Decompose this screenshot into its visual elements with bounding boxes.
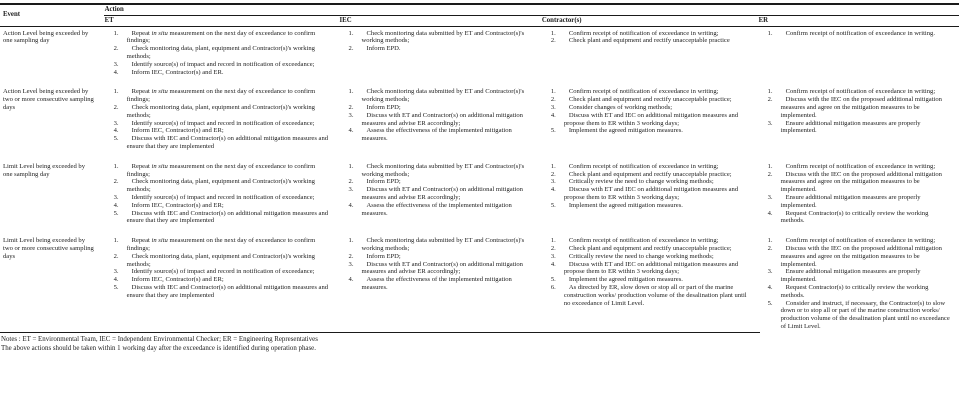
action-item [114,284,335,300]
action-item-number: 5. [113,135,119,143]
action-item-text: Inform EPD; [366,252,401,260]
col-header-iec: IEC [339,15,541,26]
action-item-text: Inform EPD; [366,103,401,111]
action-item-text: Inform IEC, Contractor(s) and ER; [131,127,224,135]
action-item [768,237,955,245]
action-item-text: Discuss with ET and IEC on additional mitigation measures and propose them to ER within 3 working days; [563,260,739,276]
action-item [768,194,955,210]
action-item [551,112,754,128]
action-item-text: Repeat in situ measurement on the next day of exceedance to confirm findings; [126,88,316,104]
et-actions-cell [104,160,339,234]
notes-section [0,335,959,353]
action-item [551,171,754,179]
action-item-number: 2. [550,244,556,252]
action-item [114,276,335,284]
action-item [768,210,955,226]
action-item [114,178,335,194]
action-item [114,194,335,202]
et-actions-cell [104,26,339,85]
action-item-number: 1. [348,237,354,245]
action-item-number: 2. [348,178,354,186]
table-row [0,26,959,85]
action-item-text: Repeat in situ measurement on the next day of exceedance to confirm findings; [126,162,316,178]
action-item [114,202,335,210]
action-item-number: 3. [113,60,119,68]
action-item-number: 6. [550,283,556,291]
action-item-text: Confirm receipt of notification of exceedance in writing. [785,29,935,37]
action-item [349,30,537,46]
action-item-number: 3. [550,252,556,260]
action-item [114,163,335,179]
action-item-number: 1. [767,88,773,96]
action-item [114,69,335,77]
action-item-number: 2. [767,244,773,252]
action-item-text: Inform EPD; [366,178,401,186]
col-header-et: ET [104,15,339,26]
action-item-number: 4. [767,209,773,217]
iec-actions-cell [339,85,541,159]
table-row [0,234,959,340]
action-item-text: Ensure additional mitigation measures are properly implemented. [780,193,921,209]
action-item-number: 2. [550,37,556,45]
action-item-text: Assess the effectiveness of the implemented mitigation measures. [361,127,512,143]
action-item [349,127,537,143]
action-item-text: Discuss with the IEC on the proposed additional mitigation measures and agree on the mitigation measures to be implemented. [780,96,942,119]
action-item [551,237,754,245]
action-item-text: Inform EPD. [366,45,401,53]
et-actions-cell [104,234,339,340]
action-item [768,284,955,300]
action-item-text: Check monitoring data, plant, equipment and Contractor(s)'s working methods; [126,103,315,119]
action-item-number: 4. [113,127,119,135]
action-item-text: Discuss with ET and Contractor(s) on additional mitigation measures and advise ER accordingly; [361,111,523,127]
action-item [551,163,754,171]
action-item-text: Identify source(s) of impact and record in notification of exceedance; [131,119,315,127]
action-item-number: 3. [767,268,773,276]
action-item [114,30,335,46]
table-row [0,160,959,234]
action-item-text: Implement the agreed mitigation measures. [568,127,683,135]
action-item-text: Discuss with IEC and Contractor(s) on additional mitigation measures and ensure that they are implemented [126,209,329,225]
action-item-text: Check monitoring data submitted by ET and Contractor(s)'s working methods; [361,237,525,252]
action-item-text: Ensure additional mitigation measures are properly implemented. [780,119,921,135]
table-bottom-rule [0,332,760,333]
action-item-number: 1. [550,162,556,170]
action-item-number: 4. [348,201,354,209]
action-item-number: 4. [113,68,119,76]
action-item [349,202,537,218]
action-item-text: Check monitoring data submitted by ET and Contractor(s)'s working methods; [361,88,525,104]
action-item [349,237,537,253]
action-item-text: Discuss with the IEC on the proposed additional mitigation measures and agree on the mitigation measures to be implemented. [780,170,942,194]
action-item-text: Discuss with IEC and Contractor(s) on additional mitigation measures and ensure that they are implemented [126,135,329,150]
action-item [551,127,754,135]
contractor-actions-cell [541,26,758,85]
action-item [349,163,537,179]
action-item-number: 1. [348,29,354,37]
action-item [768,30,955,38]
er-actions-cell [758,160,959,234]
action-item-text: Discuss with the IEC on the proposed additional mitigation measures and agree on the mitigation measures to be implemented. [780,244,942,268]
action-item-number: 3. [550,178,556,186]
action-item-number: 1. [550,29,556,37]
action-item [551,37,754,45]
action-item-number: 2. [348,45,354,53]
action-item-number: 5. [113,209,119,217]
action-item [114,127,335,135]
action-item [551,202,754,210]
action-item [551,253,754,261]
action-item-number: 4. [113,201,119,209]
et-actions-cell [104,85,339,159]
action-item-text: Assess the effectiveness of the implemented mitigation measures. [361,201,512,217]
contractor-actions-cell [541,85,758,159]
action-item-number: 1. [550,88,556,96]
action-item-text: Inform IEC, Contractor(s) and ER. [131,68,224,76]
action-item-text: Ensure additional mitigation measures are properly implemented. [780,268,921,284]
action-item-number: 4. [348,127,354,135]
action-item-number: 2. [550,170,556,178]
action-item-text: Repeat in situ measurement on the next day of exceedance to confirm findings; [126,29,316,45]
action-item-number: 4. [113,276,119,284]
event-action-plan-table [0,3,959,340]
contractor-actions-cell [541,234,758,340]
action-item-number: 3. [550,103,556,111]
action-item [551,245,754,253]
action-item [349,104,537,112]
action-item-text: As directed by ER, slow down or stop all or part of the marine construction works/ production volume of the desalination plant until no exceedance of Limit Level. [563,283,747,307]
action-item [114,268,335,276]
action-item-text: Discuss with ET and Contractor(s) on additional mitigation measures and advise ER accordingly; [361,186,523,201]
action-item [768,245,955,268]
action-item-text: Identify source(s) of impact and record in notification of exceedance; [131,193,315,201]
action-item-text: Discuss with ET and Contractor(s) on additional mitigation measures and advise ER accordingly; [361,260,523,276]
action-item [349,45,537,53]
action-item [768,88,955,96]
action-item-text: Discuss with IEC and Contractor(s) on additional mitigation measures and ensure that they are implemented [126,283,329,299]
action-item-number: 2. [113,252,119,260]
action-item-number: 2. [550,96,556,104]
action-item [114,237,335,253]
action-item-text: Inform IEC, Contractor(s) and ER; [131,276,224,284]
action-item [551,88,754,96]
action-item [349,261,537,277]
action-item-number: 1. [767,162,773,170]
action-item-text: Check plant and equipment and rectify unacceptable practice; [568,244,732,252]
action-item [114,253,335,269]
action-item [349,253,537,261]
action-item [349,276,537,292]
action-item-number: 1. [550,237,556,245]
action-item-text: Consider changes of working methods; [568,103,673,111]
action-item-text: Confirm receipt of notification of exceedance in writing; [568,88,719,96]
action-item-number: 2. [113,103,119,111]
action-item-text: Check monitoring data submitted by ET and Contractor(s)'s working methods; [361,162,525,178]
action-item [114,88,335,104]
action-item-text: Check monitoring data, plant, equipment and Contractor(s)'s working methods; [126,45,315,60]
action-item-text: Confirm receipt of notification of exceedance in writing; [785,162,936,170]
action-item-text: Check monitoring data, plant, equipment and Contractor(s)'s working methods; [126,178,315,194]
table-body [0,26,959,340]
action-item [349,186,537,202]
event-cell: Limit Level being exceeded by two or more consecutive sampling days [3,237,94,260]
action-item-text: Critically review the need to change working methods; [568,252,714,260]
action-item [768,171,955,194]
action-item-number: 2. [767,96,773,104]
action-item-number: 1. [767,29,773,37]
action-item [551,284,754,307]
action-item-text: Repeat in situ measurement on the next day of exceedance to confirm findings; [126,237,316,252]
action-item-text: Implement the agreed mitigation measures. [568,276,683,284]
event-column-header: Event [0,4,104,26]
action-item [114,61,335,69]
action-item-number: 3. [113,119,119,127]
action-item [349,178,537,186]
action-item-number: 2. [767,170,773,178]
action-item [768,96,955,119]
action-item [349,88,537,104]
action-item [114,45,335,61]
er-actions-cell [758,234,959,340]
action-column-header: Action [104,4,959,15]
action-item-number: 3. [767,193,773,201]
action-item-text: Check plant and equipment and rectify unacceptable practice [568,37,730,45]
event-cell: Action Level being exceeded by two or more consecutive sampling days [3,88,94,111]
action-item-text: Confirm receipt of notification of exceedance in writing; [785,88,936,96]
action-item-number: 2. [348,252,354,260]
notes-abbreviations: Notes : ET = Environmental Team, IEC = Independent Environmental Checker; ER = Engineering Representatives [1,335,318,343]
action-item-number: 4. [550,260,556,268]
action-item [114,135,335,151]
action-item-number: 1. [113,88,119,96]
action-item-text: Check monitoring data, plant, equipment and Contractor(s)'s working methods; [126,252,315,268]
action-item-number: 3. [113,193,119,201]
action-item-number: 1. [767,237,773,245]
action-item-text: Inform IEC, Contractor(s) and ER; [131,201,224,209]
action-item-text: Discuss with ET and IEC on additional mitigation measures and propose them to ER within 3 working days; [563,186,739,201]
action-item [551,30,754,38]
action-item-text: Assess the effectiveness of the implemented mitigation measures. [361,276,512,291]
action-item [768,268,955,284]
action-item [551,178,754,186]
action-item [114,210,335,226]
action-item [551,186,754,202]
action-item-text: Check monitoring data submitted by ET and Contractor(s)'s working methods; [361,29,525,45]
header-row-parties [0,15,959,26]
action-item [551,261,754,277]
action-item-number: 2. [113,45,119,53]
col-header-er: ER [758,15,959,26]
action-item-number: 5. [550,201,556,209]
action-item-number: 5. [113,283,119,291]
action-item-text: Confirm receipt of notification of exceedance in writing; [568,237,719,245]
action-item-number: 4. [550,186,556,194]
action-item-number: 3. [348,260,354,268]
action-item-number: 2. [113,178,119,186]
iec-actions-cell [339,234,541,340]
event-cell: Action Level being exceeded by one sampling day [3,29,89,45]
action-item [768,120,955,136]
er-actions-cell [758,85,959,159]
action-item-number: 4. [767,283,773,291]
action-item-number: 1. [113,29,119,37]
action-item [768,300,955,331]
notes-timing: The above actions should be taken within 1 working day after the exceedance is identified during operation phase. [1,344,316,352]
col-header-contractors: Contractor(s) [541,15,758,26]
action-item-text: Confirm receipt of notification of exceedance in writing; [785,237,936,245]
action-item-text: Confirm receipt of notification of exceedance in writing; [568,29,719,37]
action-item-text: Confirm receipt of notification of exceedance in writing; [568,162,719,170]
action-item-text: Check plant and equipment and rectify unacceptable practice; [568,170,732,178]
action-item-text: Critically review the need to change working methods; [568,178,714,186]
iec-actions-cell [339,26,541,85]
action-item-number: 3. [767,119,773,127]
action-item-number: 5. [550,127,556,135]
action-item [349,112,537,128]
action-item [114,120,335,128]
action-item-text: Implement the agreed mitigation measures. [568,201,683,209]
action-item-number: 2. [348,103,354,111]
action-item-number: 3. [348,186,354,194]
action-item-text: Request Contractor(s) to critically review the working methods. [780,209,929,225]
action-item-text: Check plant and equipment and rectify unacceptable practice; [568,96,732,104]
er-actions-cell [758,26,959,85]
action-item [551,276,754,284]
iec-actions-cell [339,160,541,234]
action-item [551,96,754,104]
action-item-number: 3. [113,268,119,276]
action-item-number: 1. [348,162,354,170]
action-item-number: 4. [550,111,556,119]
header-row-action [0,4,959,15]
action-item-number: 5. [767,299,773,307]
action-item-text: Consider and instruct, if necessary, the Contractor(s) to slow down or to stop all or part of the marine construction works/ production volume of the desalination plant until no exceedance of Limit Level. [780,299,950,330]
action-item-text: Discuss with ET and IEC on additional mitigation measures and propose them to ER within 3 working days; [563,111,739,127]
action-item-text: Identify source(s) of impact and record in notification of exceedance; [131,60,315,68]
action-item-text: Request Contractor(s) to critically review the working methods. [780,283,929,299]
action-item [114,104,335,120]
action-item-number: 1. [348,88,354,96]
action-item-number: 1. [113,237,119,245]
action-item-text: Identify source(s) of impact and record in notification of exceedance; [131,268,315,276]
action-item-number: 5. [550,276,556,284]
action-item-number: 3. [348,111,354,119]
action-item-number: 1. [113,162,119,170]
table-row [0,85,959,159]
event-cell: Limit Level being exceeded by one sampling day [3,162,86,178]
action-item [768,163,955,171]
contractor-actions-cell [541,160,758,234]
action-item [551,104,754,112]
action-item-number: 4. [348,276,354,284]
